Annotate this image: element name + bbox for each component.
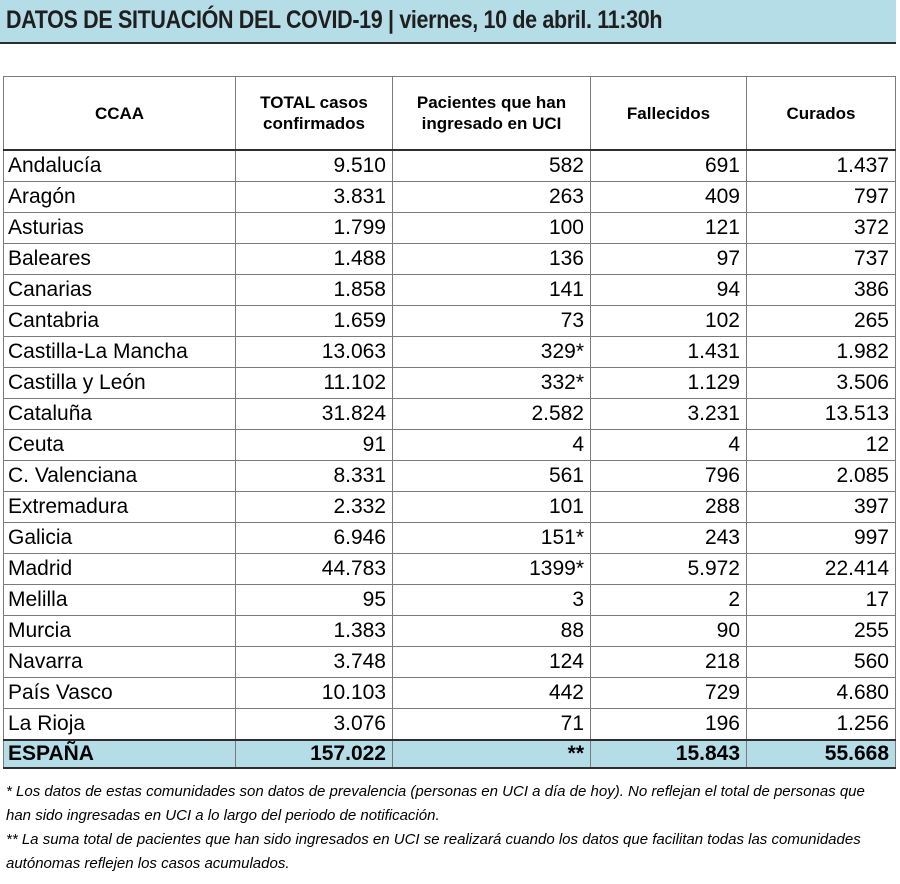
cell-uci: 1399* <box>393 554 591 585</box>
cell-ccaa: Extremadura <box>4 492 236 523</box>
cell-curados: 22.414 <box>747 554 896 585</box>
cell-total-confirmed: 1.659 <box>236 306 393 337</box>
cell-ccaa: Galicia <box>4 523 236 554</box>
cell-fallecidos: 196 <box>591 709 747 741</box>
table-row <box>4 182 896 213</box>
cell-fallecidos: 288 <box>591 492 747 523</box>
table-row <box>4 616 896 647</box>
cell-fallecidos: 1.431 <box>591 337 747 368</box>
cell-total-confirmed: 91 <box>236 430 393 461</box>
cell-ccaa: Murcia <box>4 616 236 647</box>
footnotes <box>6 780 894 876</box>
cell-curados: 386 <box>747 275 896 306</box>
cell-curados: 3.506 <box>747 368 896 399</box>
cell-total-confirmed: 1.488 <box>236 244 393 275</box>
cell-fallecidos: 90 <box>591 616 747 647</box>
cell-curados: 997 <box>747 523 896 554</box>
total-fallecidos: 15.843 <box>591 740 747 768</box>
cell-fallecidos: 218 <box>591 647 747 678</box>
cell-ccaa: Madrid <box>4 554 236 585</box>
cell-ccaa: Aragón <box>4 182 236 213</box>
cell-fallecidos: 102 <box>591 306 747 337</box>
cell-fallecidos: 97 <box>591 244 747 275</box>
total-label: ESPAÑA <box>4 740 236 768</box>
cell-uci: 561 <box>393 461 591 492</box>
cell-curados: 1.982 <box>747 337 896 368</box>
column-header-curados: Curados <box>747 77 896 151</box>
covid-data-table <box>3 76 896 769</box>
cell-curados: 255 <box>747 616 896 647</box>
table-row <box>4 399 896 430</box>
cell-ccaa: Andalucía <box>4 150 236 182</box>
table-body <box>4 150 896 740</box>
page-title: DATOS DE SITUACIÓN DEL COVID-19 | viernes, 10 de abril. 11:30h <box>6 6 663 34</box>
cell-total-confirmed: 1.799 <box>236 213 393 244</box>
cell-ccaa: Castilla-La Mancha <box>4 337 236 368</box>
table-row <box>4 306 896 337</box>
cell-curados: 13.513 <box>747 399 896 430</box>
cell-ccaa: Cataluña <box>4 399 236 430</box>
cell-uci: 88 <box>393 616 591 647</box>
cell-total-confirmed: 11.102 <box>236 368 393 399</box>
table-row <box>4 585 896 616</box>
table-row <box>4 554 896 585</box>
cell-fallecidos: 4 <box>591 430 747 461</box>
column-header-ccaa: CCAA <box>4 77 236 151</box>
cell-uci: 442 <box>393 678 591 709</box>
cell-total-confirmed: 1.383 <box>236 616 393 647</box>
cell-curados: 397 <box>747 492 896 523</box>
table-header-row <box>4 77 896 151</box>
cell-uci: 332* <box>393 368 591 399</box>
cell-ccaa: Navarra <box>4 647 236 678</box>
cell-fallecidos: 5.972 <box>591 554 747 585</box>
cell-total-confirmed: 31.824 <box>236 399 393 430</box>
cell-curados: 2.085 <box>747 461 896 492</box>
cell-curados: 265 <box>747 306 896 337</box>
footnote-prevalence: * Los datos de estas comunidades son datos de prevalencia (personas en UCI a día de hoy). No reflejan el total de personas que han sido ingresadas en UCI a lo largo del periodo de notificación. <box>6 783 865 824</box>
cell-total-confirmed: 10.103 <box>236 678 393 709</box>
cell-ccaa: Canarias <box>4 275 236 306</box>
cell-total-confirmed: 2.332 <box>236 492 393 523</box>
cell-uci: 3 <box>393 585 591 616</box>
cell-uci: 100 <box>393 213 591 244</box>
footnote-uci-total: ** La suma total de pacientes que han sido ingresados en UCI se realizará cuando los datos que facilitan todas las comunidades autónomas reflejen los casos acumulados. <box>6 831 861 872</box>
table-row <box>4 430 896 461</box>
cell-curados: 737 <box>747 244 896 275</box>
cell-uci: 151* <box>393 523 591 554</box>
total-uci: ** <box>393 740 591 768</box>
cell-uci: 4 <box>393 430 591 461</box>
cell-total-confirmed: 3.831 <box>236 182 393 213</box>
cell-fallecidos: 691 <box>591 150 747 182</box>
cell-ccaa: C. Valenciana <box>4 461 236 492</box>
cell-fallecidos: 3.231 <box>591 399 747 430</box>
cell-uci: 582 <box>393 150 591 182</box>
cell-uci: 73 <box>393 306 591 337</box>
cell-curados: 372 <box>747 213 896 244</box>
cell-curados: 1.437 <box>747 150 896 182</box>
cell-uci: 263 <box>393 182 591 213</box>
cell-ccaa: Cantabria <box>4 306 236 337</box>
cell-fallecidos: 409 <box>591 182 747 213</box>
cell-ccaa: Melilla <box>4 585 236 616</box>
column-header-uci: Pacientes que han ingresado en UCI <box>393 77 591 151</box>
table-row <box>4 678 896 709</box>
total-curados: 55.668 <box>747 740 896 768</box>
cell-uci: 329* <box>393 337 591 368</box>
cell-ccaa: La Rioja <box>4 709 236 741</box>
cell-curados: 1.256 <box>747 709 896 741</box>
cell-total-confirmed: 1.858 <box>236 275 393 306</box>
cell-fallecidos: 121 <box>591 213 747 244</box>
cell-curados: 17 <box>747 585 896 616</box>
table-row <box>4 244 896 275</box>
cell-fallecidos: 796 <box>591 461 747 492</box>
cell-ccaa: País Vasco <box>4 678 236 709</box>
cell-curados: 797 <box>747 182 896 213</box>
table-row <box>4 368 896 399</box>
cell-ccaa: Castilla y León <box>4 368 236 399</box>
table-row <box>4 275 896 306</box>
cell-ccaa: Asturias <box>4 213 236 244</box>
cell-ccaa: Baleares <box>4 244 236 275</box>
table-row <box>4 461 896 492</box>
cell-fallecidos: 729 <box>591 678 747 709</box>
cell-fallecidos: 94 <box>591 275 747 306</box>
cell-uci: 124 <box>393 647 591 678</box>
cell-total-confirmed: 95 <box>236 585 393 616</box>
cell-uci: 71 <box>393 709 591 741</box>
cell-fallecidos: 243 <box>591 523 747 554</box>
cell-curados: 560 <box>747 647 896 678</box>
table-row <box>4 647 896 678</box>
title-bar <box>0 0 896 44</box>
cell-total-confirmed: 6.946 <box>236 523 393 554</box>
cell-curados: 4.680 <box>747 678 896 709</box>
table-row <box>4 213 896 244</box>
cell-total-confirmed: 3.076 <box>236 709 393 741</box>
cell-uci: 136 <box>393 244 591 275</box>
total-confirmed: 157.022 <box>236 740 393 768</box>
table-row <box>4 523 896 554</box>
cell-total-confirmed: 3.748 <box>236 647 393 678</box>
cell-ccaa: Ceuta <box>4 430 236 461</box>
cell-uci: 141 <box>393 275 591 306</box>
column-header-total: TOTAL casos confirmados <box>236 77 393 151</box>
cell-total-confirmed: 44.783 <box>236 554 393 585</box>
table-row <box>4 337 896 368</box>
table-row <box>4 150 896 182</box>
cell-fallecidos: 2 <box>591 585 747 616</box>
total-row <box>4 740 896 768</box>
table-row <box>4 492 896 523</box>
table-row <box>4 709 896 741</box>
cell-uci: 101 <box>393 492 591 523</box>
cell-total-confirmed: 13.063 <box>236 337 393 368</box>
cell-curados: 12 <box>747 430 896 461</box>
column-header-fallecidos: Fallecidos <box>591 77 747 151</box>
cell-total-confirmed: 8.331 <box>236 461 393 492</box>
cell-fallecidos: 1.129 <box>591 368 747 399</box>
cell-total-confirmed: 9.510 <box>236 150 393 182</box>
cell-uci: 2.582 <box>393 399 591 430</box>
